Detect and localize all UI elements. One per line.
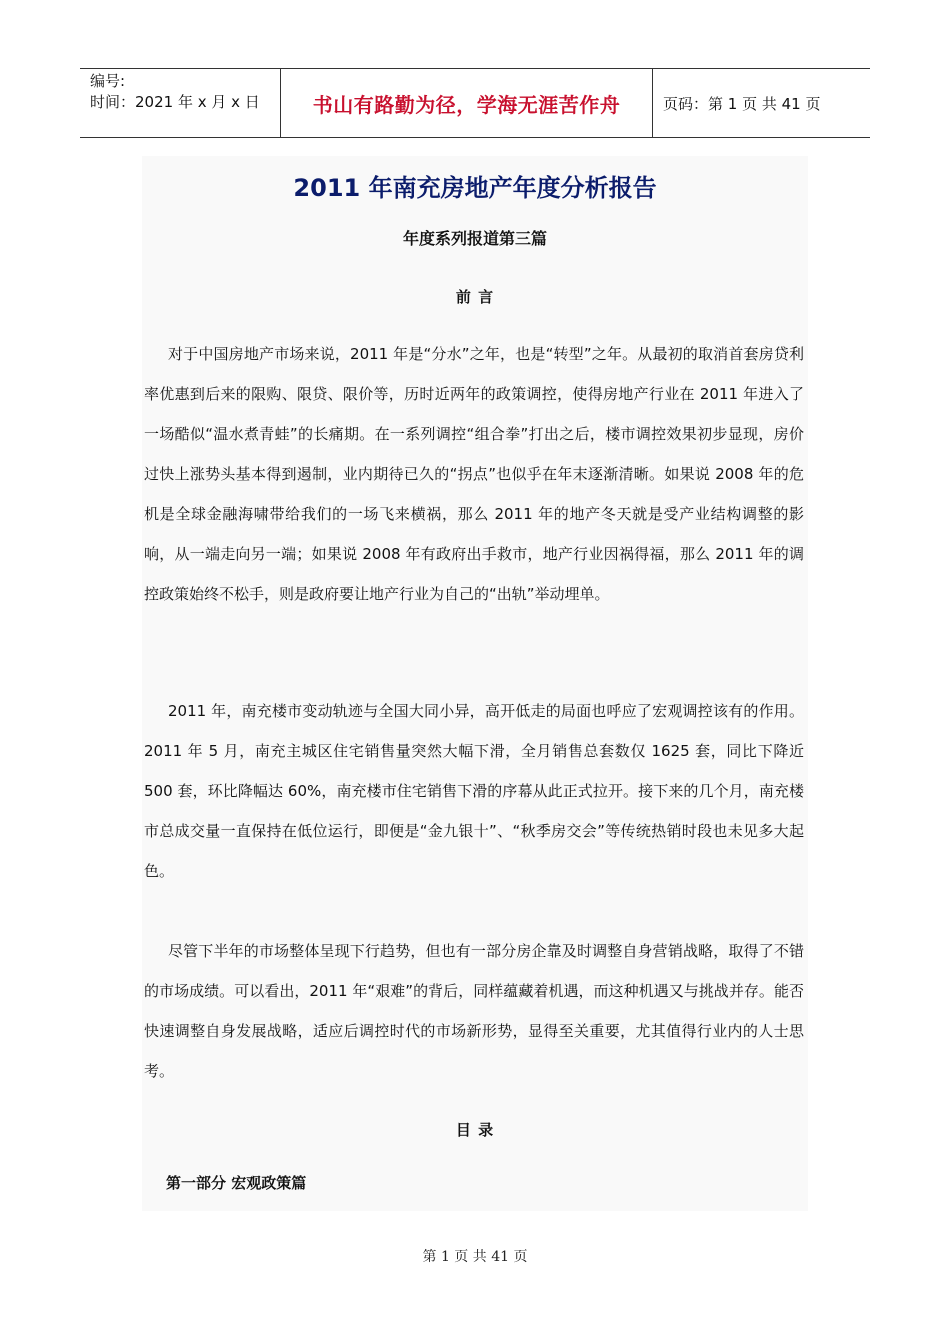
- paragraph-3: 尽管下半年的市场整体呈现下行趋势，但也有一部分房企靠及时调整自身营销战略，取得了不错的市场成绩。可以看出，2011 年“艰难”的背后，同样蕴藏着机遇，而这种机遇又与挑战并存。能否快速调整自身发展战略，适应后调控时代的市场新形势，显得至关重要，尤其值得行业内的人士思考。: [144, 942, 804, 1080]
- header-motto: 书山有路勤为径，学海无涯苦作舟: [280, 69, 653, 137]
- paragraph-1: 对于中国房地产市场来说，2011 年是“分水”之年，也是“转型”之年。从最初的取消首套房贷利率优惠到后来的限购、限贷、限价等，历时近两年的政策调控，使得房地产行业在 2011 年进入了一场酷似“温水煮青蛙”的长痛期。在一系列调控“组合拳”打出之后，楼市调控效果初步显现，房价过快上涨势头基本得到遏制，业内期待已久的“拐点”也似乎在年末逐渐清晰。如果说 2008 年的危机是全球金融海啸带给我们的一场飞来横祸，那么 2011 年的地产冬天就是受产业结构调整的影响，从一端走向另一端；如果说 2008 年有政府出手救市，地产行业因祸得福，那么 2011 年的调控政策始终不松手，则是政府要让地产行业为自己的“出轨”举动埋单。: [144, 345, 804, 603]
- document-body: [142, 156, 808, 1211]
- page-footer: 第 1 页 共 41 页: [422, 1249, 528, 1265]
- toc-heading: 目 录: [455, 1121, 495, 1139]
- header-meta: [80, 69, 280, 137]
- number-label: 编号:: [90, 72, 126, 90]
- document-title: 2011 年南充房地产年度分析报告: [293, 174, 657, 202]
- paragraph-2: 2011 年，南充楼市变动轨迹与全国大同小异，高开低走的局面也呼应了宏观调控该有的作用。2011 年 5 月，南充主城区住宅销售量突然大幅下滑，全月销售总套数仅 1625 套，同比下降近 500 套，环比降幅达 60%，南充楼市住宅销售下滑的序幕从此正式拉开。接下来的几个月，南充楼市总成交量一直保持在低位运行，即便是“金九银十”、“秋季房交会”等传统热销时段也未见多大起色。: [144, 702, 804, 880]
- preface-heading: 前 言: [455, 288, 495, 306]
- header-table: [80, 68, 870, 138]
- toc-part-one[interactable]: 第一部分 宏观政策篇: [166, 1174, 307, 1192]
- document-subtitle: 年度系列报道第三篇: [402, 229, 547, 248]
- time-label: 时间：2021 年 x 月 x 日: [90, 93, 260, 111]
- header-page-info: 页码：第 1 页 共 41 页: [663, 94, 821, 113]
